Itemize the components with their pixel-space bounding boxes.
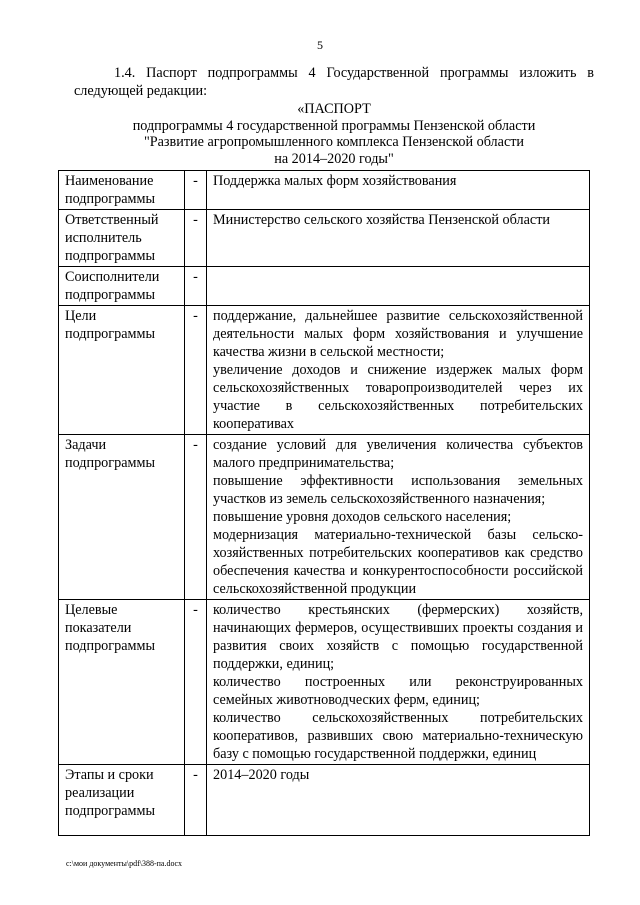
value-line: повышение уровня доходов сельского населения; xyxy=(213,509,512,525)
table-row xyxy=(59,267,590,306)
row-dash: - xyxy=(185,435,207,600)
value-line: модернизация материально-технической базы сельско-хозяйственных потребительских кооперативов как средство обеспечения качества и конкурентоспособности российской сельскохозяйственной продукции xyxy=(213,527,583,597)
row-name: Цели подпрограммы xyxy=(59,306,185,435)
row-value xyxy=(207,210,590,267)
heading-line: "Развитие агропромышленного комплекса Пензенской области xyxy=(143,134,525,150)
row-name: Этапы и сроки реализации подпрограммы xyxy=(59,765,185,836)
table-row xyxy=(59,171,590,210)
row-name: Ответственный исполнитель подпрограммы xyxy=(59,210,185,267)
value-line: создание условий для увеличения количества субъектов малого предпринимательства; xyxy=(213,437,583,471)
heading-line: подпрограммы 4 государственной программы Пензенской области xyxy=(132,117,536,134)
table-row xyxy=(59,600,590,765)
passport-heading xyxy=(74,101,594,167)
page-number: 5 xyxy=(317,38,323,52)
row-dash: - xyxy=(185,171,207,210)
table-row xyxy=(59,210,590,267)
value-line: увеличение доходов и снижение издержек малых форм сельскохозяйственных товаропроизводителей через их участие в сельскохозяйственных потребительских кооперативах xyxy=(213,362,583,432)
value-line: количество крестьянских (фермерских) хозяйств, начинающих фермеров, осуществивших проекты создания и развития своих хозяйств с помощью государственной поддержки, единиц; xyxy=(213,602,583,672)
row-value xyxy=(207,171,590,210)
passport-table xyxy=(58,170,590,836)
table-row xyxy=(59,306,590,435)
table-row xyxy=(59,765,590,836)
value-line: повышение эффективности использования земельных участков из земель сельскохозяйственного назначения; xyxy=(213,473,583,507)
row-value xyxy=(207,267,590,306)
row-dash: - xyxy=(185,306,207,435)
row-value xyxy=(207,435,590,600)
row-dash: - xyxy=(185,765,207,836)
value-line: поддержание, дальнейшее развитие сельскохозяйственной деятельности малых форм хозяйствования и улучшение качества жизни в сельской местности; xyxy=(213,308,583,360)
table-row xyxy=(59,435,590,600)
value-line: Поддержка малых форм хозяйствования xyxy=(213,173,457,189)
value-line: 2014–2020 годы xyxy=(213,767,310,783)
row-value xyxy=(207,600,590,765)
row-value xyxy=(207,765,590,836)
row-name: Задачи подпрограммы xyxy=(59,435,185,600)
row-name: Наименование подпрограммы xyxy=(59,171,185,210)
row-dash: - xyxy=(185,210,207,267)
row-name: Целевые показатели подпрограммы xyxy=(59,600,185,765)
row-dash: - xyxy=(185,267,207,306)
heading-line: на 2014–2020 годы" xyxy=(274,150,394,167)
value-line: Министерство сельского хозяйства Пензенской области xyxy=(213,212,550,228)
heading-line: «ПАСПОРТ xyxy=(297,101,371,117)
intro-paragraph: 1.4. Паспорт подпрограммы 4 Государственной программы изложить в следующей редакции: xyxy=(74,65,594,99)
row-value xyxy=(207,306,590,435)
row-dash: - xyxy=(185,600,207,765)
file-path-footer: c:\мои документы\pdf\388-па.docx xyxy=(66,859,182,868)
row-name: Соисполнители подпрограммы xyxy=(59,267,185,306)
value-line: количество сельскохозяйственных потребительских кооперативов, развивших свою материально-техническую базу с помощью государственной поддержки, единиц xyxy=(213,710,583,762)
value-line: количество построенных или реконструированных семейных животноводческих ферм, единиц; xyxy=(213,674,583,708)
